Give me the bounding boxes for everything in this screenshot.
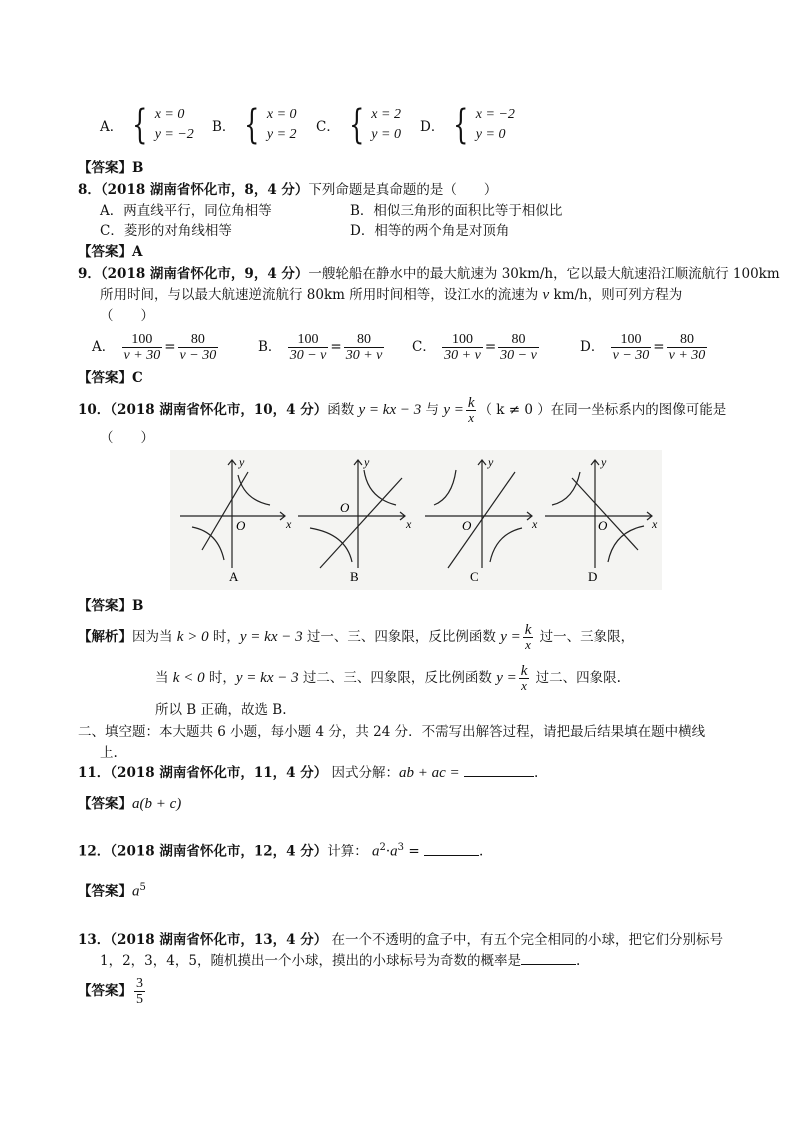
q10-paren: （ ） [100,430,154,446]
q7-option-b: B． { x = 0 y = 2 [212,102,297,148]
q8-option-d: D．相等的两个角是对顶角 [350,223,510,239]
q8-stem: 8．（2018 湖南省怀化市，8，4 分）下列命题是真命题的是（ ） [78,182,498,198]
graph-d-x-label: x [652,517,658,531]
graph-b-x-label: x [406,517,412,531]
graph-c-x-label: x [532,517,538,531]
q10-analysis-line2: 当 k < 0 时，y = kx − 3 过二、三、四象限，反比例函数 y = $\frac{k}{x}$ 过二、四象限. [155,663,621,693]
q10-stem: 10．（2018 湖南省怀化市，10，4 分）函数 y = kx − 3 与 y = $\frac{k}{x}$ （ k ≠ 0 ）在同一坐标系内的图像可能是 [78,395,727,425]
q9-stem-line2: 所用时间，与以最大航速逆流航行 80km 所用时间相等，设江水的流速为 v km/h，则可列方程为 [100,287,683,303]
q9-stem-line1: 9．（2018 湖南省怀化市，9，4 分）一艘轮船在静水中的最大航速为 30km/h，它以最大航速沿江顺流航行 100km [78,266,780,282]
q11-blank[interactable] [464,764,534,777]
q8-option-a: A．两直线平行，同位角相等 [100,203,272,219]
graph-b-label: B [350,569,359,584]
graph-d-label: D [588,569,598,584]
q9-option-d: D． $\frac{100}{v - 30}$ = $\frac{80}{v + 30}$ [580,332,706,363]
q8-option-c: C．菱形的对角线相等 [100,223,232,239]
graph-c-y-label: y [488,455,494,469]
q12-stem: 12．（2018 湖南省怀化市，12，4 分）计算： $a^2\cdot a^3$ = . [78,842,484,860]
q10-graph-figure [170,450,662,590]
q9-answer: 【答案】C [78,370,143,386]
q9-option-a: A． $\frac{100}{v + 30}$ = $\frac{80}{v - 30}$ [92,332,217,363]
section2-heading: 二、填空题：本大题共 6 小题，每小题 4 分，共 24 分．不需写出解答过程，请把最后结果填在题中横线 [78,724,706,740]
graph-a-origin: O [236,518,246,533]
q7-option-a: A． { x = 0 y = −2 [100,102,194,148]
q11-stem: 11．（2018 湖南省怀化市，11，4 分） 因式分解：ab + ac = . [78,765,539,781]
q8-answer: 【答案】A [78,244,143,260]
q13-stem-line1: 13．（2018 湖南省怀化市，13，4 分） 在一个不透明的盒子中，有五个完全相同的小球，把它们分别标号 [78,932,723,948]
q12-blank[interactable] [424,843,479,856]
q11-answer: 【答案】a(b + c) [78,796,182,812]
graph-d-origin: O [598,518,608,533]
q13-stem-line2: 1，2，3，4，5，随机摸出一个小球，摸出的小球标号为奇数的概率是 . [100,953,581,969]
q10-analysis-line3: 所以 B 正确，故选 B. [155,702,287,718]
graph-d-y-label: y [601,455,607,469]
q13-answer: 【答案】 $\frac{3}{5}$ [78,976,143,1007]
q7-option-c: C． { x = 2 y = 0 [316,102,401,148]
graph-a-y-label: y [239,455,245,469]
graph-c-origin: O [462,518,472,533]
graph-a-x-label: x [286,517,292,531]
graph-b-origin: O [340,500,350,515]
q10-answer: 【答案】B [78,598,144,614]
section2-heading-cont: 上. [100,745,118,761]
q13-blank[interactable] [521,952,576,965]
q9-paren: （ ） [100,308,154,324]
q12-answer: 【答案】$a^5$ [78,882,146,900]
graph-b-y-label: y [364,455,370,469]
q10-analysis-line1: 【解析】因为当 k > 0 时，y = kx − 3 过一、三、四象限，反比例函数 y = $\frac{k}{x}$ 过一、三象限， [78,622,635,652]
q7-option-d: D． { x = −2 y = 0 [420,102,515,148]
q9-option-b: B． $\frac{100}{30 - v}$ = $\frac{80}{30 + v}$ [258,332,383,363]
graph-a-label: A [229,569,239,584]
q8-option-b: B．相似三角形的面积比等于相似比 [350,203,563,219]
q9-option-c: C． $\frac{100}{30 + v}$ = $\frac{80}{30 - v}$ [412,332,537,363]
q7-answer: 【答案】B [78,160,144,176]
graph-c-label: C [470,569,479,584]
